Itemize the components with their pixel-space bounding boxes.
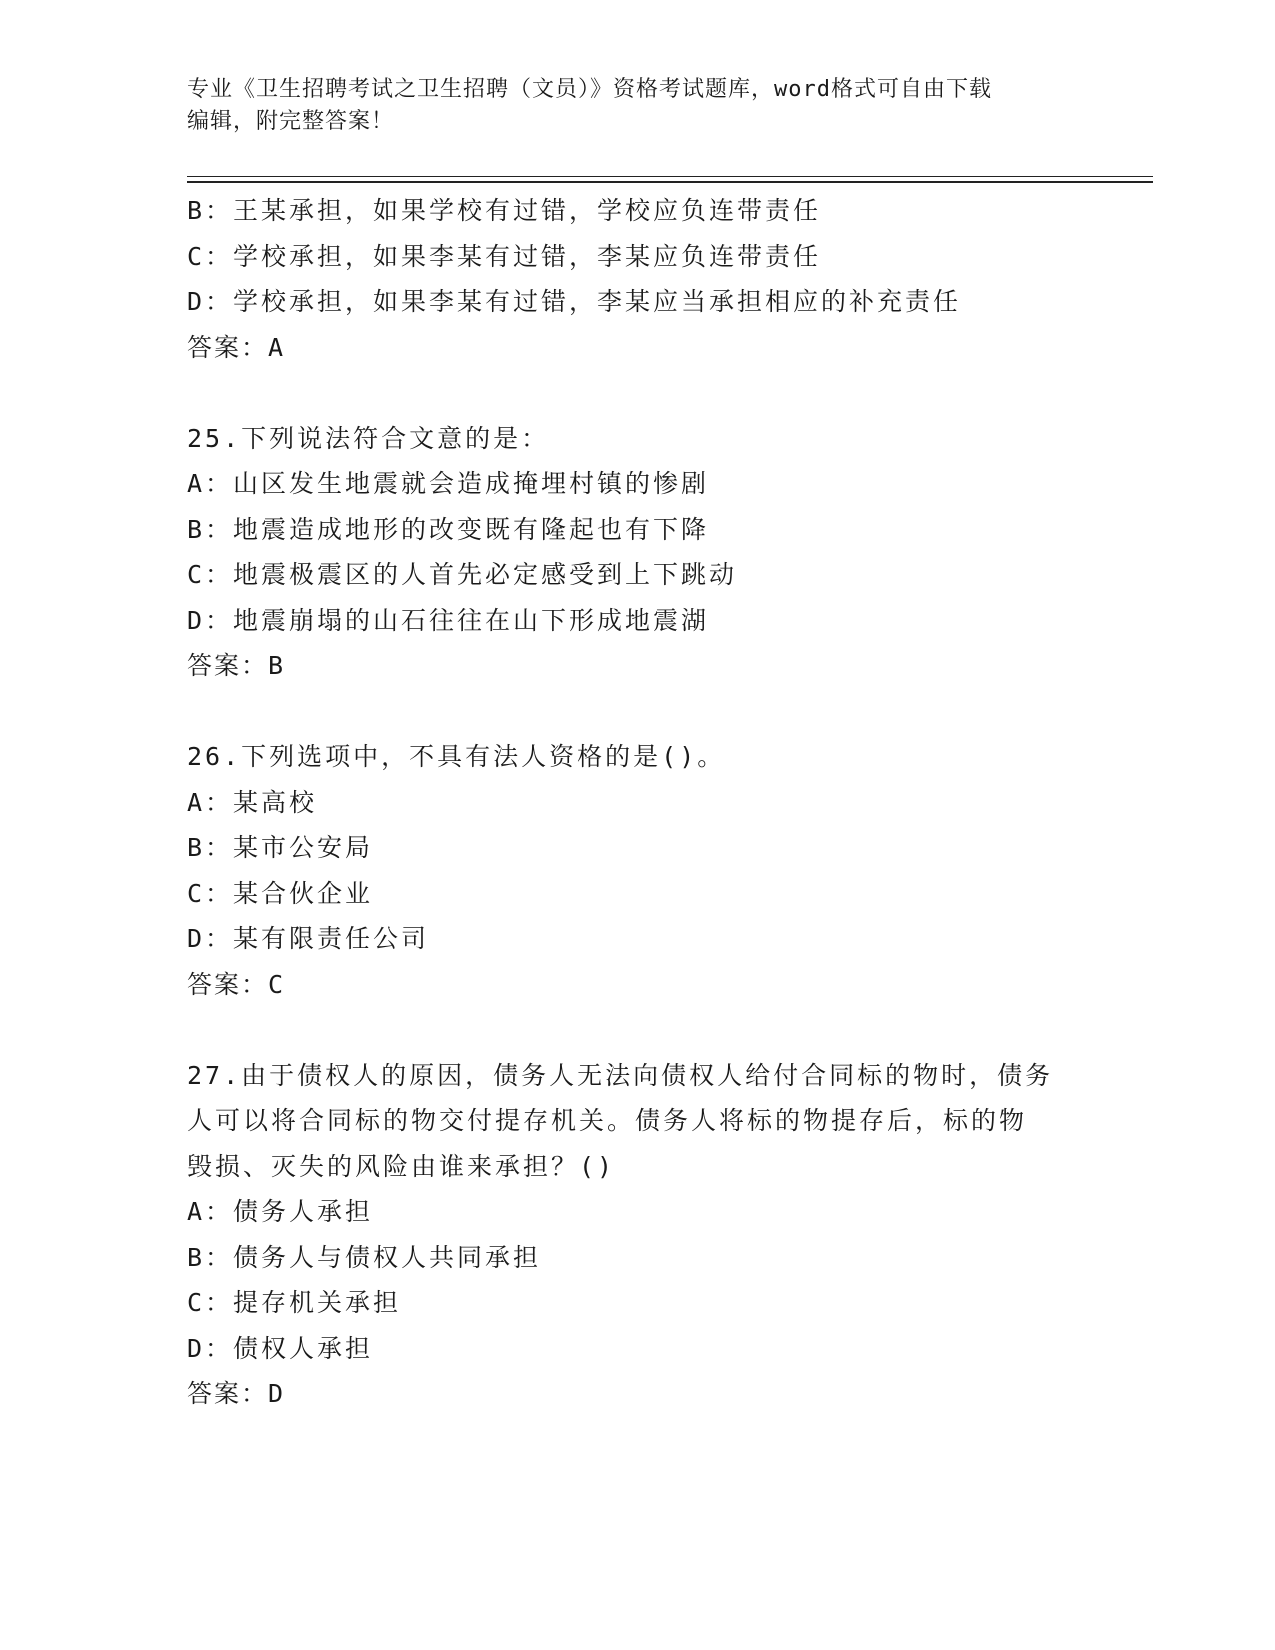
- question-text-line-3: 毁损、灭失的风险由谁来承担？(): [187, 1151, 616, 1181]
- question-text-line-2: 人可以将合同标的物交付提存机关。债务人将标的物提存后，标的物: [187, 1106, 1028, 1135]
- option-b: B：地震造成地形的改变既有隆起也有下降: [187, 514, 710, 544]
- option-d: D：地震崩塌的山石往往在山下形成地震湖: [187, 605, 710, 635]
- question-text: 26.下列选项中，不具有法人资格的是()。: [187, 742, 726, 771]
- option-c: C：学校承担，如果李某有过错，李某应负连带责任: [187, 241, 822, 271]
- option-a: A：某高校: [187, 787, 318, 817]
- option-b: B：王某承担，如果学校有过错，学校应负连带责任: [187, 196, 822, 225]
- question-25: [187, 416, 1087, 689]
- answer-line: 答案：D: [187, 1379, 286, 1408]
- answer-line: 答案：C: [187, 969, 286, 999]
- header-rule-thin: [187, 176, 1153, 177]
- question-27: [187, 1053, 1087, 1417]
- answer-line: 答案：B: [187, 651, 286, 680]
- spacer: [187, 370, 1087, 416]
- option-b: B：某市公安局: [187, 833, 374, 862]
- option-a: A：山区发生地震就会造成掩埋村镇的惨剧: [187, 469, 710, 498]
- option-b: B：债务人与债权人共同承担: [187, 1242, 542, 1272]
- option-d: D：某有限责任公司: [187, 924, 430, 953]
- option-d: D：学校承担，如果李某有过错，李某应当承担相应的补充责任: [187, 287, 962, 316]
- option-d: D：债权人承担: [187, 1333, 374, 1363]
- spacer: [187, 689, 1087, 735]
- answer-line: 答案：A: [187, 332, 286, 362]
- question-list: [187, 188, 1087, 1417]
- option-c: C：地震极震区的人首先必定感受到上下跳动: [187, 560, 738, 589]
- option-c: C：某合伙企业: [187, 878, 374, 908]
- question-text-line-1: 27.由于债权人的原因，债务人无法向债权人给付合同标的物时，债务: [187, 1060, 1054, 1090]
- header-rule-thick: [187, 181, 1153, 183]
- option-c: C：提存机关承担: [187, 1288, 402, 1317]
- question-text: 25.下列说法符合文意的是：: [187, 423, 550, 453]
- prev-question-block: [187, 188, 1087, 370]
- option-a: A：债务人承担: [187, 1197, 374, 1226]
- spacer: [187, 1007, 1087, 1053]
- question-26: [187, 734, 1087, 1007]
- header-line-1: 专业《卫生招聘考试之卫生招聘（文员）》资格考试题库，word格式可自由下载: [187, 77, 992, 102]
- document-header: [187, 74, 1087, 138]
- header-line-2: 编辑，附完整答案！: [187, 109, 395, 134]
